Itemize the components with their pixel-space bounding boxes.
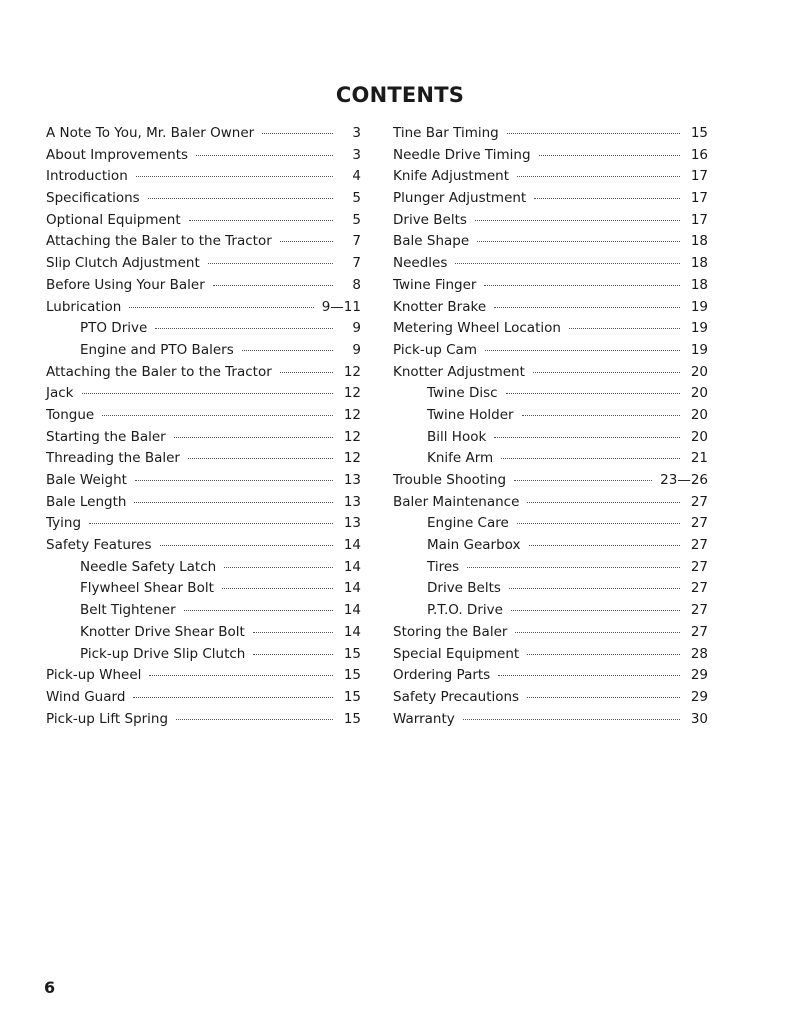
toc-entry-label: Belt Tightener — [80, 602, 176, 619]
toc-entry — [46, 123, 361, 145]
toc-entry-page: 13 — [343, 472, 361, 488]
toc-entry-label: Warranty — [393, 710, 455, 727]
toc-entry-page: 5 — [352, 211, 361, 228]
toc-entry-page: 19 — [690, 298, 708, 315]
toc-entry — [393, 362, 708, 384]
toc-entry-label: Flywheel Shear Bolt — [80, 580, 214, 597]
toc-entry-page: 27 — [690, 537, 708, 554]
toc-entry-page: 12 — [343, 385, 361, 402]
toc-entry-page: 29 — [690, 667, 708, 684]
toc-entry-label: Ordering Parts — [393, 667, 491, 684]
dot-leader — [507, 133, 680, 134]
dot-leader — [135, 480, 333, 481]
toc-entry-page: 14 — [343, 537, 361, 554]
dot-leader — [514, 480, 652, 481]
toc-entry — [393, 275, 708, 297]
toc-entry-page: 20 — [690, 406, 708, 423]
toc-entry — [393, 644, 708, 666]
dot-leader — [149, 675, 333, 676]
toc-entry-label: Lubrication — [46, 298, 122, 315]
toc-entry-page: 20 — [690, 363, 708, 380]
toc-entry-label: Metering Wheel Location — [393, 320, 561, 337]
toc-entry-label: Knotter Drive Shear Bolt — [80, 623, 245, 640]
dot-leader — [522, 415, 680, 416]
dot-leader — [189, 220, 333, 221]
toc-entry-label: Baler Maintenance — [393, 493, 520, 510]
toc-entry-page: 27 — [690, 515, 708, 532]
toc-entry-page: 12 — [343, 406, 361, 423]
toc-entry-page: 27 — [690, 602, 708, 619]
dot-leader — [184, 610, 333, 611]
toc-entry-page: 15 — [343, 688, 361, 705]
toc-entry — [393, 427, 708, 449]
toc-entry — [393, 405, 708, 427]
toc-entry-label: Plunger Adjustment — [393, 190, 527, 207]
toc-entry-label: Tongue — [46, 406, 95, 423]
toc-entry-label: Engine and PTO Balers — [80, 341, 234, 358]
toc-entry-page: 18 — [690, 255, 708, 272]
toc-entry-label: Threading the Baler — [46, 450, 180, 467]
toc-entry — [393, 687, 708, 709]
toc-entry-label: Tying — [46, 515, 82, 532]
toc-entry — [46, 188, 361, 210]
dot-leader — [242, 350, 333, 351]
toc-entry-label: Knife Arm — [427, 450, 494, 467]
dot-leader — [148, 198, 333, 199]
dot-leader — [155, 328, 333, 329]
dot-leader — [160, 545, 333, 546]
dot-leader — [262, 133, 333, 134]
toc-entry-page: 9 — [352, 341, 361, 358]
toc-entry-label: Knotter Brake — [393, 298, 487, 315]
toc-entry — [393, 188, 708, 210]
toc-entry-label: Slip Clutch Adjustment — [46, 255, 200, 272]
toc-entry — [46, 578, 361, 600]
toc-entry — [46, 231, 361, 253]
toc-entry-label: Needle Drive Timing — [393, 146, 531, 163]
toc-entry-page: 12 — [343, 363, 361, 380]
toc-entry-label: Introduction — [46, 168, 128, 185]
toc-entry — [393, 492, 708, 514]
toc-entry-page: 7 — [352, 233, 361, 250]
toc-entry-label: P.T.O. Drive — [427, 602, 503, 619]
dot-leader — [484, 285, 680, 286]
toc-entry-page: 9—11 — [321, 298, 361, 315]
toc-entry — [46, 405, 361, 427]
toc-entry-label: Storing the Baler — [393, 623, 508, 640]
toc-entry-page: 17 — [690, 190, 708, 207]
dot-leader — [517, 523, 680, 524]
toc-entry-page: 13 — [343, 515, 361, 532]
toc-entry — [46, 600, 361, 622]
toc-entry-label: Drive Belts — [393, 211, 467, 228]
toc-entry-page: 27 — [690, 558, 708, 575]
toc-entry-label: Twine Disc — [427, 385, 498, 402]
dot-leader — [501, 458, 680, 459]
dot-leader — [280, 241, 333, 242]
toc-entry-label: Knife Adjustment — [393, 168, 510, 185]
toc-entry-label: Safety Precautions — [393, 688, 520, 705]
toc-entry — [46, 383, 361, 405]
toc-entry — [46, 448, 361, 470]
toc-entry-label: Attaching the Baler to the Tractor — [46, 363, 272, 380]
toc-entry — [46, 622, 361, 644]
dot-leader — [534, 198, 680, 199]
toc-entry-label: Attaching the Baler to the Tractor — [46, 233, 272, 250]
dot-leader — [533, 372, 680, 373]
toc-entry — [393, 210, 708, 232]
toc-entry-label: Before Using Your Baler — [46, 276, 205, 293]
toc-entry-label: Starting the Baler — [46, 428, 166, 445]
toc-entry-label: Pick-up Cam — [393, 341, 477, 358]
toc-entry-page: 18 — [690, 276, 708, 293]
toc-entry-page: 13 — [343, 493, 361, 510]
toc-entry-label: Tires — [427, 558, 460, 575]
toc-entry-label: Drive Belts — [427, 580, 501, 597]
toc-entry — [46, 166, 361, 188]
dot-leader — [463, 719, 680, 720]
dot-leader — [280, 372, 333, 373]
toc-entry — [393, 166, 708, 188]
dot-leader — [253, 654, 333, 655]
dot-leader — [134, 502, 333, 503]
toc-entry — [46, 427, 361, 449]
toc-entry-label: A Note To You, Mr. Baler Owner — [46, 125, 255, 141]
dot-leader — [176, 719, 333, 720]
toc-entry — [46, 470, 361, 492]
toc-entry — [46, 535, 361, 557]
page-number: 6 — [44, 978, 56, 997]
toc-entry-label: Wind Guard — [46, 688, 126, 705]
dot-leader — [475, 220, 680, 221]
toc-entry — [393, 383, 708, 405]
dot-leader — [467, 567, 680, 568]
toc-entry-page: 16 — [690, 146, 708, 163]
toc-entry-page: 18 — [690, 233, 708, 250]
toc-entry-page: 8 — [352, 276, 361, 293]
toc-entry-page: 14 — [343, 623, 361, 640]
toc-entry-label: Special Equipment — [393, 645, 520, 662]
toc-entry — [393, 145, 708, 167]
toc-entry-label: Safety Features — [46, 537, 152, 554]
toc-entry-label: Jack — [46, 385, 74, 402]
toc-entry — [393, 557, 708, 579]
toc-entry-page: 29 — [690, 688, 708, 705]
toc-entry — [46, 297, 361, 319]
toc-entry-label: Needles — [393, 255, 448, 272]
toc-entry — [393, 470, 708, 492]
dot-leader — [498, 675, 680, 676]
toc-entry-page: 15 — [343, 710, 361, 727]
toc-entry-page: 9 — [352, 320, 361, 337]
dot-leader — [213, 285, 333, 286]
toc-entry-page: 15 — [343, 667, 361, 684]
toc-entry-page: 17 — [690, 211, 708, 228]
toc-entry-page: 19 — [690, 320, 708, 337]
toc-entry — [393, 622, 708, 644]
toc-entry-label: Twine Holder — [427, 406, 514, 423]
toc-entry-label: Knotter Adjustment — [393, 363, 525, 380]
toc-entry — [393, 318, 708, 340]
page-title: CONTENTS — [335, 83, 465, 107]
dot-leader — [485, 350, 680, 351]
toc-entry-label: About Improvements — [46, 146, 189, 163]
dot-leader — [527, 502, 680, 503]
toc-entry-page: 12 — [343, 450, 361, 467]
toc-entry-page: 3 — [352, 125, 361, 141]
dot-leader — [208, 263, 333, 264]
dot-leader — [477, 241, 680, 242]
toc-entry — [46, 275, 361, 297]
dot-leader — [569, 328, 680, 329]
toc-entry-page: 27 — [690, 493, 708, 510]
toc-entry — [393, 665, 708, 687]
toc-entry-label: Bale Shape — [393, 233, 470, 250]
toc-entry — [46, 557, 361, 579]
toc-entry — [393, 709, 708, 731]
dot-leader — [136, 176, 333, 177]
toc-entry-page: 20 — [690, 428, 708, 445]
toc-entry — [393, 578, 708, 600]
toc-entry-label: Trouble Shooting — [393, 472, 507, 488]
toc-entry-page: 14 — [343, 602, 361, 619]
toc-entry — [46, 210, 361, 232]
toc-entry — [46, 513, 361, 535]
toc-entry-label: Bale Weight — [46, 472, 127, 488]
dot-leader — [527, 654, 680, 655]
toc-entry-page: 23—26 — [660, 472, 708, 488]
dot-leader — [89, 523, 333, 524]
toc-entry-page: 21 — [690, 450, 708, 467]
toc-entry-label: Pick-up Wheel — [46, 667, 142, 684]
toc-entry-label: Specifications — [46, 190, 140, 207]
toc-entry-label: Twine Finger — [393, 276, 477, 293]
dot-leader — [102, 415, 333, 416]
toc-entry-label: Tine Bar Timing — [393, 125, 499, 141]
dot-leader — [455, 263, 680, 264]
toc-entry-label: Engine Care — [427, 515, 509, 532]
toc-entry-page: 5 — [352, 190, 361, 207]
dot-leader — [515, 632, 680, 633]
toc-entry-page: 3 — [352, 146, 361, 163]
toc-entry-label: Needle Safety Latch — [80, 558, 217, 575]
toc-entry — [46, 687, 361, 709]
toc-entry-page: 15 — [343, 645, 361, 662]
toc-entry-page: 7 — [352, 255, 361, 272]
toc-right-column — [393, 123, 708, 730]
dot-leader — [529, 545, 680, 546]
toc-left-column — [46, 123, 361, 730]
toc-entry-label: Bill Hook — [427, 428, 487, 445]
toc-entry-label: Main Gearbox — [427, 537, 521, 554]
toc-entry-label: Bale Length — [46, 493, 127, 510]
toc-entry-page: 4 — [352, 168, 361, 185]
toc-entry-page: 28 — [690, 645, 708, 662]
toc-entry — [46, 145, 361, 167]
toc-entry — [46, 492, 361, 514]
toc-entry — [46, 318, 361, 340]
toc-entry-label: Pick-up Drive Slip Clutch — [80, 645, 246, 662]
dot-leader — [253, 632, 333, 633]
toc-entry — [393, 513, 708, 535]
dot-leader — [196, 155, 333, 156]
toc-entry — [393, 253, 708, 275]
toc-entry — [393, 123, 708, 145]
toc-entry-page: 17 — [690, 168, 708, 185]
dot-leader — [494, 437, 680, 438]
dot-leader — [133, 697, 333, 698]
dot-leader — [129, 307, 313, 308]
toc-entry — [46, 340, 361, 362]
dot-leader — [539, 155, 680, 156]
toc-entry-page: 19 — [690, 341, 708, 358]
toc-entry-page: 14 — [343, 580, 361, 597]
toc-entry — [393, 600, 708, 622]
toc-entry — [393, 231, 708, 253]
dot-leader — [82, 393, 334, 394]
toc-entry-page: 14 — [343, 558, 361, 575]
dot-leader — [506, 393, 680, 394]
dot-leader — [527, 697, 680, 698]
toc-entry-label: Pick-up Lift Spring — [46, 710, 169, 727]
toc-entry-page: 30 — [690, 710, 708, 727]
toc-entry — [393, 448, 708, 470]
toc-entry-page: 20 — [690, 385, 708, 402]
toc-entry-label: Optional Equipment — [46, 211, 181, 228]
toc-entry — [46, 644, 361, 666]
dot-leader — [188, 458, 333, 459]
toc-entry — [46, 665, 361, 687]
toc-entry — [46, 253, 361, 275]
toc-entry-page: 12 — [343, 428, 361, 445]
dot-leader — [517, 176, 680, 177]
dot-leader — [494, 307, 680, 308]
toc-entry — [46, 709, 361, 731]
toc-entry — [393, 297, 708, 319]
toc-entry — [393, 340, 708, 362]
toc-entry — [46, 362, 361, 384]
toc-entry-label: PTO Drive — [80, 320, 148, 337]
toc-entry — [393, 535, 708, 557]
toc-entry-page: 27 — [690, 580, 708, 597]
dot-leader — [174, 437, 333, 438]
toc-entry-page: 27 — [690, 623, 708, 640]
toc-entry-page: 15 — [690, 125, 708, 141]
dot-leader — [222, 588, 333, 589]
dot-leader — [511, 610, 680, 611]
dot-leader — [509, 588, 680, 589]
dot-leader — [224, 567, 333, 568]
